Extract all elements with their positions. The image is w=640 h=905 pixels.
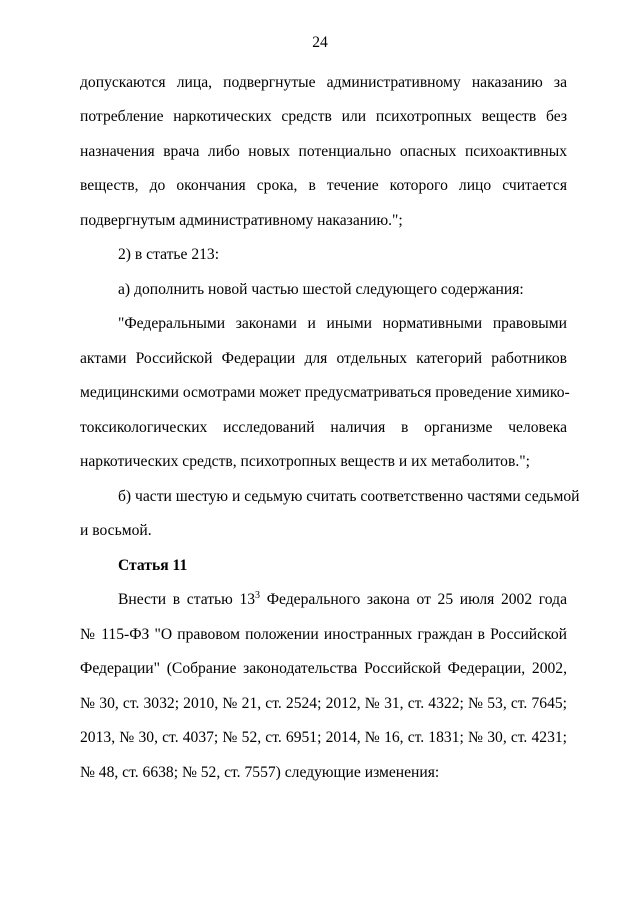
paragraph-line: медицинскими осмотрами может предусматриваться проведение химико- (80, 384, 570, 401)
paragraph-line: "Федеральными законами и иными нормативными правовыми (118, 315, 567, 332)
article-heading: Статья 11 (118, 557, 188, 574)
paragraph-line: № 115-ФЗ "О правовом положении иностранных граждан в Российской (80, 626, 567, 643)
article-number: $13^3$ (239, 590, 261, 608)
paragraph-line: подвергнутым административному наказанию."; (80, 212, 403, 229)
paragraph-line: потребление наркотических средств или психотропных веществ без (80, 108, 567, 125)
paragraph-line: № 48, ст. 6638; № 52, ст. 7557) следующие изменения: (80, 764, 440, 781)
paragraph-line: 2) в статье 213: (118, 246, 220, 263)
paragraph-line: Федерации" (Собрание законодательства Российской Федерации, 2002, (80, 660, 567, 677)
paragraph-line: б) части шестую и седьмую считать соответственно частями седьмой (118, 488, 580, 505)
paragraph-line: 2013, № 30, ст. 4037; № 52, ст. 6951; 2014, № 16, ст. 1831; № 30, ст. 4231; (80, 729, 567, 746)
paragraph-line: назначения врача либо новых потенциально опасных психоактивных (80, 143, 567, 160)
paragraph-line: веществ, до окончания срока, в течение которого лицо считается (80, 177, 567, 194)
paragraph-line: допускаются лица, подвергнутые административному наказанию за (80, 74, 567, 91)
paragraph-line: наркотических средств, психотропных веществ и их метаболитов."; (80, 453, 530, 470)
page-number: 24 (312, 34, 328, 51)
paragraph-line: токсикологических исследований наличия в организме человека (80, 419, 567, 436)
paragraph-line: а) дополнить новой частью шестой следующего содержания: (118, 281, 524, 298)
paragraph-line (118, 590, 567, 610)
superscript: 3 (255, 590, 261, 601)
paragraph-line: № 30, ст. 3032; 2010, № 21, ст. 2524; 2012, № 31, ст. 4322; № 53, ст. 7645; (80, 695, 567, 712)
paragraph-line: и восьмой. (80, 522, 152, 539)
article-intro-text: Федерального закона от 25 июля 2002 года (260, 591, 568, 608)
paragraph-line: актами Российской Федерации для отдельных категорий работников (80, 350, 567, 367)
article-intro-text: Внести в статью (118, 591, 240, 608)
